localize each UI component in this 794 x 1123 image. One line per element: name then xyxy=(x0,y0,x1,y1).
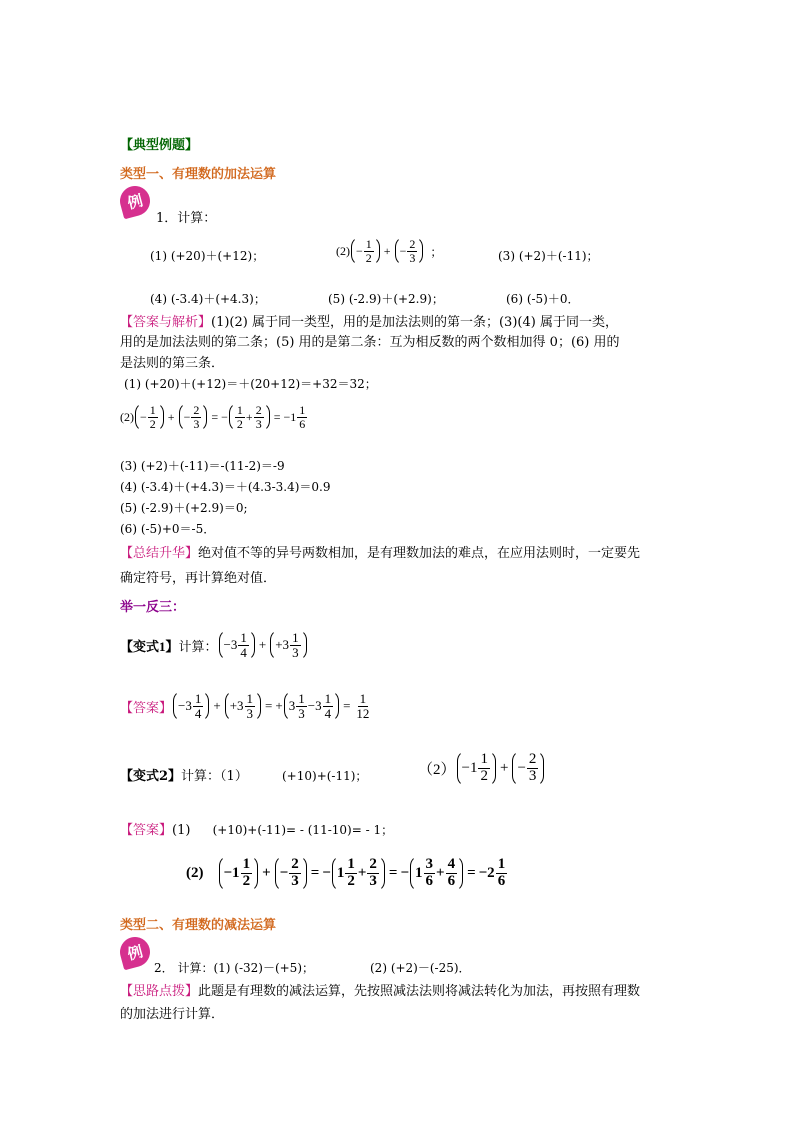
type1-title: 类型一、有理数的加法运算 xyxy=(120,167,277,182)
answer-v2-line2: (2) −1 $\frac{1}{2}$ + − $\frac{2}{3}$ = − 1 $\frac{1}{2}$ + $\frac{2}{3}$ = − 1 $\frac{3}{6}$ + $\frac{4}{6}$ = −2 $\frac{1}{6}$ xyxy=(186,855,508,892)
answer1-step2: (2) − $\frac{1}{2}$ + − $\frac{2}{3}$ = − $\frac{1}{2}$ + $\frac{2}{3}$ = −1 $\frac{1}{6}$ xyxy=(120,403,306,431)
variant1-tag: 【变式1】 xyxy=(120,638,179,654)
ex1-problem-3: (3) (+2)＋(-11)； xyxy=(498,249,599,263)
ex1-problem-6: (6) (-5)＋0． xyxy=(506,292,580,306)
summary-line1 xyxy=(120,542,640,561)
answer-v2-line1 xyxy=(120,819,393,838)
answer1-step4: (4) (-3.4)＋(+4.3)＝＋(4.3-3.4)＝0.9 xyxy=(120,480,331,494)
ex1-problem-1: (1) (+20)＋(+12)； xyxy=(150,249,265,263)
variant2-text: 计算：（1） xyxy=(181,769,248,784)
answer1-tag: 【答案与解析】 xyxy=(120,315,212,330)
example-badge-icon: 例 xyxy=(117,183,154,220)
ex1-problem-2-prefix: (2) xyxy=(336,243,350,258)
summary-text1: 绝对值不等的异号两数相加，是有理数加法的难点，在应用法则时，一定要先 xyxy=(198,546,641,561)
answer1-line3: 是法则的第三条． xyxy=(120,356,225,371)
ex1-label: 1．计算： xyxy=(156,211,217,226)
answer-v2-line1-text: (+10)+(-11)= - (11-10)= - 1； xyxy=(212,823,394,837)
variant1-text: 计算： xyxy=(178,638,218,654)
answer1-step5: (5) (-2.9)＋(+2.9)＝0; xyxy=(120,501,248,515)
answer-v2-tag: 【答案】 xyxy=(120,823,173,838)
answer1-step2-prefix: (2) xyxy=(120,409,134,424)
answer-v1-tag: 【答案】 xyxy=(120,699,173,715)
answer1-line2: 用的是加法法则的第二条；(5) 用的是第二条：互为相反数的两个数相加得 0；(6) 用的 xyxy=(120,335,620,350)
answer-v1: 【答案】 −3 $\frac{1}{4}$ + +3 $\frac{1}{3}$ = + 3 $\frac{1}{3}$ −3 $\frac{1}{4}$ = $\frac{1}{12}$ xyxy=(120,691,370,721)
summary-line2: 确定符号，再计算绝对值． xyxy=(120,571,277,586)
ex2-label: 2． 计算：(1) (-32)－(+5)； xyxy=(154,961,315,975)
hint-line1 xyxy=(120,980,640,999)
variant2-problem-1: (+10)+(-11)； xyxy=(282,769,368,783)
variant2-tag: 【变式2】 xyxy=(120,769,182,784)
hint-line2: 的加法进行计算． xyxy=(120,1007,225,1022)
ex1-problem-2-suffix: ； xyxy=(430,244,443,259)
variant2-problem-2: （2） −1 $\frac{1}{2}$ + − $\frac{2}{3}$ xyxy=(418,750,545,787)
answer1-line1 xyxy=(120,311,618,330)
example-badge-icon-2: 例 xyxy=(117,934,154,971)
answer-v2-line1-prefix: (1) xyxy=(172,823,191,838)
answer1-step1: (1) (+20)＋(+12)＝＋(20+12)＝+32＝32； xyxy=(124,377,377,391)
type2-title: 类型二、有理数的减法运算 xyxy=(120,918,277,933)
hint-tag: 【思路点拨】 xyxy=(120,984,199,999)
answer1-text1: (1)(2) 属于同一类型，用的是加法法则的第一条；(3)(4) 属于同一类， xyxy=(211,315,618,330)
ex1-problem-4: (4) (-3.4)＋(+4.3)； xyxy=(150,292,266,306)
ex1-problem-5: (5) (-2.9)＋(+2.9)； xyxy=(328,292,444,306)
answer1-step3: (3) (+2)＋(-11)＝-(11-2)＝-9 xyxy=(120,459,285,473)
hint-text1: 此题是有理数的减法运算，先按照减法法则将减法转化为加法，再按照有理数 xyxy=(198,984,641,999)
answer-v2-line2-prefix: (2) xyxy=(186,864,204,881)
section-title: 【典型例题】 xyxy=(120,138,199,153)
practice-title: 举一反三： xyxy=(120,600,186,615)
variant2-label xyxy=(120,765,248,784)
ex2-problem-2: (2) (+2)－(-25)． xyxy=(370,961,471,975)
variant1: 【变式1】 计算： −3 $\frac{1}{4}$ + +3 $\frac{1}{3}$ xyxy=(120,629,308,661)
summary-tag: 【总结升华】 xyxy=(120,546,199,561)
answer1-step6: (6) (-5)+0＝-5． xyxy=(120,522,216,536)
ex1-problem-2: (2) − $\frac{1}{2}$ + − $\frac{2}{3}$ ； xyxy=(336,237,443,265)
variant2-problem-2-label: （2） xyxy=(418,761,456,778)
